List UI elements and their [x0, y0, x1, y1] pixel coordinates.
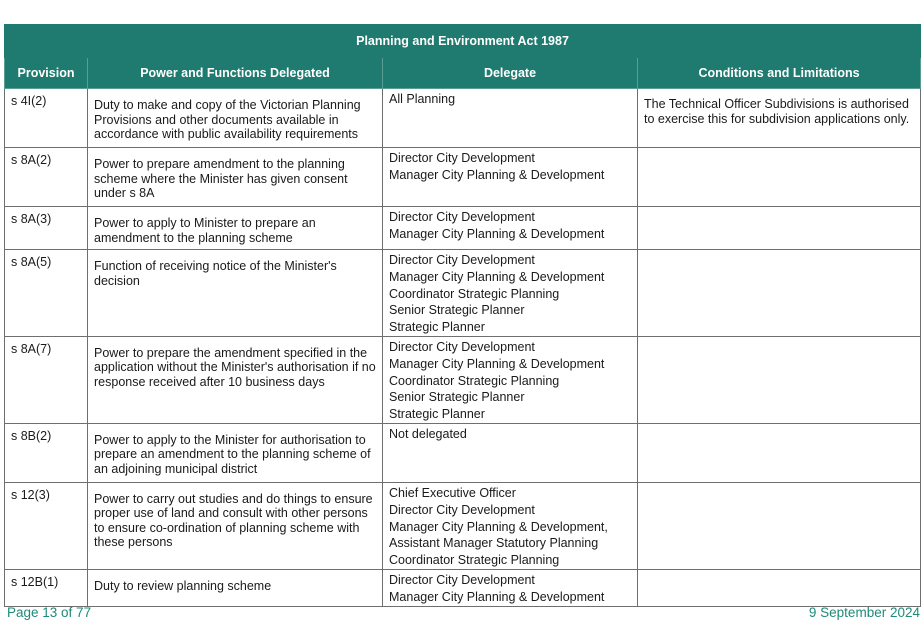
delegate-cell — [383, 336, 638, 423]
provision-cell: s 12B(1) — [5, 569, 88, 606]
table-row — [5, 482, 921, 569]
delegate-name: Chief Executive Officer — [389, 485, 516, 500]
provision-cell: s 12(3) — [5, 482, 88, 569]
delegate-cell — [383, 148, 638, 207]
power-cell: Power to carry out studies and do things to ensure proper use of land and consult with other persons to ensure co-ordination of planning scheme with these persons — [88, 482, 383, 569]
delegate-name: Director City Development — [389, 210, 535, 224]
power-cell: Duty to make and copy of the Victorian Planning Provisions and other documents available in accordance with public availability requirements — [88, 89, 383, 148]
power-cell: Power to apply to the Minister for authorisation to prepare an amendment to the planning scheme of an adjoining municipal district — [88, 423, 383, 482]
delegate-cell — [383, 250, 638, 337]
delegate-name: Director City Development — [389, 253, 535, 267]
conditions-cell — [638, 423, 921, 482]
conditions-cell — [638, 250, 921, 337]
table-row — [5, 250, 921, 337]
delegate-name: Manager City Planning & Development — [389, 589, 605, 604]
column-header-power: Power and Functions Delegated — [88, 58, 383, 89]
table-row — [5, 89, 921, 148]
provision-cell: s 8A(5) — [5, 250, 88, 337]
table-row — [5, 336, 921, 423]
document-date: 9 September 2024 — [808, 605, 920, 620]
provision-cell: s 8A(2) — [5, 148, 88, 207]
delegate-name: Director City Development — [389, 502, 535, 517]
table-row — [5, 148, 921, 207]
delegate-name: Coordinator Strategic Planning — [389, 373, 560, 388]
table-row — [5, 569, 921, 606]
delegate-name: Director City Development — [389, 151, 535, 165]
power-cell: Power to apply to Minister to prepare an amendment to the planning scheme — [88, 207, 383, 250]
delegate-name: Director City Development — [389, 339, 535, 354]
page-number: Page 13 of 77 — [7, 605, 92, 620]
table-row — [5, 207, 921, 250]
conditions-cell — [638, 207, 921, 250]
provision-cell: s 4I(2) — [5, 89, 88, 148]
delegate-cell — [383, 569, 638, 606]
delegate-name: Assistant Manager Statutory Planning — [389, 536, 599, 551]
delegate-name: Manager City Planning & Development — [389, 356, 605, 371]
delegate-name: Manager City Planning & Development — [389, 269, 605, 284]
power-cell: Duty to review planning scheme — [88, 569, 383, 606]
delegations-table — [4, 24, 921, 607]
provision-cell: s 8B(2) — [5, 423, 88, 482]
provision-cell: s 8A(7) — [5, 336, 88, 423]
delegate-name: Coordinator Strategic Planning — [389, 553, 560, 568]
conditions-cell: The Technical Officer Subdivisions is authorised to exercise this for subdivision applications only. — [638, 89, 921, 148]
column-header-delegate: Delegate — [383, 58, 638, 89]
delegate-name: Not delegated — [389, 426, 467, 441]
power-cell: Power to prepare the amendment specified in the application without the Minister's authorisation if no response received after 10 business days — [88, 336, 383, 423]
delegate-name: Manager City Planning & Development, — [389, 519, 608, 534]
delegate-name: Coordinator Strategic Planning — [389, 286, 560, 301]
delegate-name: Manager City Planning & Development — [389, 167, 605, 182]
delegate-name: Strategic Planner — [389, 320, 485, 335]
delegate-name: Senior Strategic Planner — [389, 303, 525, 318]
act-title: Planning and Environment Act 1987 — [5, 25, 921, 58]
table-body — [5, 89, 921, 607]
column-header-conditions: Conditions and Limitations — [638, 58, 921, 89]
delegate-name: Director City Development — [389, 572, 535, 587]
column-header-provision: Provision — [5, 58, 88, 89]
delegate-name: Strategic Planner — [389, 407, 485, 422]
power-cell: Function of receiving notice of the Minister's decision — [88, 250, 383, 337]
delegate-cell — [383, 89, 638, 148]
delegate-cell — [383, 207, 638, 250]
power-cell: Power to prepare amendment to the planning scheme where the Minister has given consent under s 8A — [88, 148, 383, 207]
delegate-name: Manager City Planning & Development — [389, 226, 605, 241]
conditions-cell — [638, 336, 921, 423]
conditions-cell — [638, 569, 921, 606]
conditions-cell — [638, 482, 921, 569]
delegate-cell — [383, 423, 638, 482]
delegate-name: All Planning — [389, 92, 456, 106]
delegate-name: Senior Strategic Planner — [389, 390, 525, 405]
delegate-cell — [383, 482, 638, 569]
conditions-cell — [638, 148, 921, 207]
table-row — [5, 423, 921, 482]
provision-cell: s 8A(3) — [5, 207, 88, 250]
